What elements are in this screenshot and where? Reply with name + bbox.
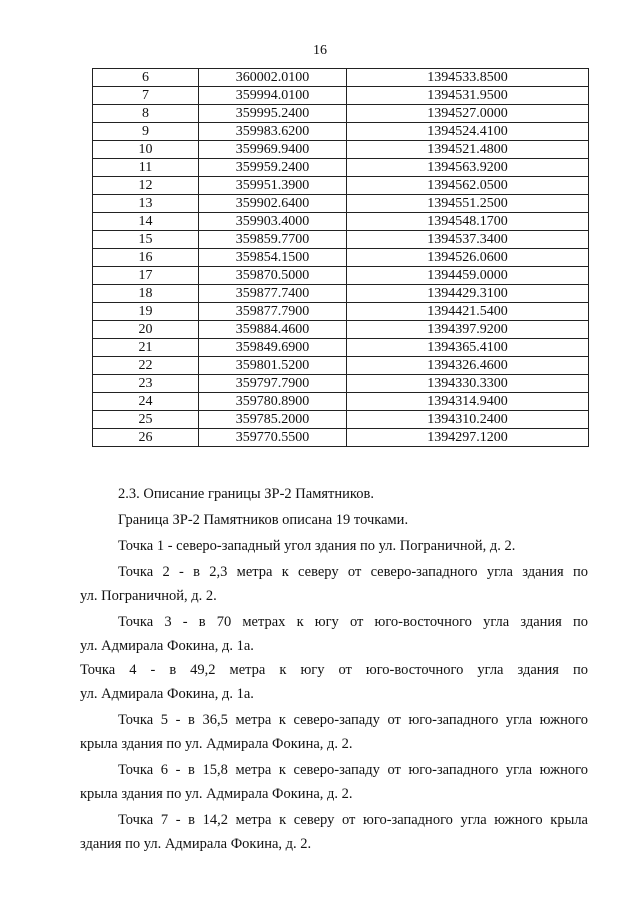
- point-5-line-1: Точка 5 - в 36,5 метра к северо-западу от юго-западного угла южного: [118, 712, 588, 728]
- x-coordinate-cell: 359801.5200: [199, 357, 347, 375]
- point-number-cell: 16: [93, 249, 199, 267]
- x-coordinate-cell: 359951.3900: [199, 177, 347, 195]
- y-coordinate-cell: 1394531.9500: [347, 87, 589, 105]
- y-coordinate-cell: 1394330.3300: [347, 375, 589, 393]
- y-coordinate-cell: 1394533.8500: [347, 69, 589, 87]
- point-6-line-1: Точка 6 - в 15,8 метра к северо-западу от юго-западного угла южного: [118, 762, 588, 778]
- table-row: [93, 105, 589, 123]
- section-text: [80, 482, 588, 856]
- point-number-cell: 21: [93, 339, 199, 357]
- y-coordinate-cell: 1394563.9200: [347, 159, 589, 177]
- y-coordinate-cell: 1394521.4800: [347, 141, 589, 159]
- x-coordinate-cell: 359969.9400: [199, 141, 347, 159]
- point-4-line-1: Точка 4 - в 49,2 метра к югу от юго-восточного угла здания по: [80, 662, 588, 678]
- x-coordinate-cell: 359797.7900: [199, 375, 347, 393]
- point-number-cell: 19: [93, 303, 199, 321]
- point-7-line-1: Точка 7 - в 14,2 метра к северу от юго-западного угла южного крыла: [118, 812, 588, 828]
- table-row: [93, 267, 589, 285]
- x-coordinate-cell: 359994.0100: [199, 87, 347, 105]
- x-coordinate-cell: 359995.2400: [199, 105, 347, 123]
- page-number: 16: [313, 43, 327, 58]
- point-number-cell: 22: [93, 357, 199, 375]
- y-coordinate-cell: 1394297.1200: [347, 429, 589, 447]
- table-row: [93, 339, 589, 357]
- x-coordinate-cell: 359870.5000: [199, 267, 347, 285]
- coordinates-table: [92, 68, 589, 447]
- y-coordinate-cell: 1394526.0600: [347, 249, 589, 267]
- x-coordinate-cell: 359903.4000: [199, 213, 347, 231]
- point-number-cell: 13: [93, 195, 199, 213]
- point-5-line-2: крыла здания по ул. Адмирала Фокина, д. 2.: [80, 736, 353, 752]
- x-coordinate-cell: 359785.2000: [199, 411, 347, 429]
- table-row: [93, 249, 589, 267]
- point-1-description: Точка 1 - северо-западный угол здания по ул. Пограничной, д. 2.: [118, 538, 516, 554]
- y-coordinate-cell: 1394365.4100: [347, 339, 589, 357]
- y-coordinate-cell: 1394551.2500: [347, 195, 589, 213]
- table-row: [93, 141, 589, 159]
- y-coordinate-cell: 1394326.4600: [347, 357, 589, 375]
- x-coordinate-cell: 359902.6400: [199, 195, 347, 213]
- x-coordinate-cell: 359884.4600: [199, 321, 347, 339]
- point-number-cell: 6: [93, 69, 199, 87]
- point-number-cell: 24: [93, 393, 199, 411]
- point-3-line-1: Точка 3 - в 70 метрах к югу от юго-восточного угла здания по: [118, 614, 588, 630]
- x-coordinate-cell: 359859.7700: [199, 231, 347, 249]
- point-number-cell: 18: [93, 285, 199, 303]
- point-number-cell: 23: [93, 375, 199, 393]
- y-coordinate-cell: 1394548.1700: [347, 213, 589, 231]
- coordinates-table-body: [93, 69, 589, 447]
- y-coordinate-cell: 1394314.9400: [347, 393, 589, 411]
- table-row: [93, 393, 589, 411]
- point-number-cell: 25: [93, 411, 199, 429]
- table-row: [93, 213, 589, 231]
- table-row: [93, 159, 589, 177]
- y-coordinate-cell: 1394524.4100: [347, 123, 589, 141]
- x-coordinate-cell: 359877.7900: [199, 303, 347, 321]
- table-row: [93, 375, 589, 393]
- y-coordinate-cell: 1394562.0500: [347, 177, 589, 195]
- point-number-cell: 8: [93, 105, 199, 123]
- x-coordinate-cell: 359877.7400: [199, 285, 347, 303]
- point-number-cell: 11: [93, 159, 199, 177]
- point-number-cell: 7: [93, 87, 199, 105]
- point-number-cell: 12: [93, 177, 199, 195]
- x-coordinate-cell: 359770.5500: [199, 429, 347, 447]
- point-4-line-2: ул. Адмирала Фокина, д. 1а.: [80, 686, 254, 702]
- table-row: [93, 357, 589, 375]
- table-row: [93, 123, 589, 141]
- point-number-cell: 17: [93, 267, 199, 285]
- table-row: [93, 285, 589, 303]
- point-7-line-2: здания по ул. Адмирала Фокина, д. 2.: [80, 836, 312, 852]
- table-row: [93, 411, 589, 429]
- table-row: [93, 87, 589, 105]
- point-3-line-2: ул. Адмирала Фокина, д. 1а.: [80, 638, 254, 654]
- point-2-line-2: ул. Пограничной, д. 2.: [80, 588, 217, 604]
- point-number-cell: 14: [93, 213, 199, 231]
- table-row: [93, 195, 589, 213]
- y-coordinate-cell: 1394537.3400: [347, 231, 589, 249]
- x-coordinate-cell: 359983.6200: [199, 123, 347, 141]
- x-coordinate-cell: 359854.1500: [199, 249, 347, 267]
- table-row: [93, 177, 589, 195]
- point-6-line-2: крыла здания по ул. Адмирала Фокина, д. 2.: [80, 786, 353, 802]
- y-coordinate-cell: 1394527.0000: [347, 105, 589, 123]
- table-row: [93, 429, 589, 447]
- point-number-cell: 20: [93, 321, 199, 339]
- point-number-cell: 15: [93, 231, 199, 249]
- y-coordinate-cell: 1394310.2400: [347, 411, 589, 429]
- table-row: [93, 321, 589, 339]
- x-coordinate-cell: 359780.8900: [199, 393, 347, 411]
- y-coordinate-cell: 1394429.3100: [347, 285, 589, 303]
- point-number-cell: 9: [93, 123, 199, 141]
- point-2-line-1: Точка 2 - в 2,3 метра к северу от северо-западного угла здания по: [118, 564, 588, 580]
- table-row: [93, 231, 589, 249]
- x-coordinate-cell: 359849.6900: [199, 339, 347, 357]
- x-coordinate-cell: 360002.0100: [199, 69, 347, 87]
- y-coordinate-cell: 1394459.0000: [347, 267, 589, 285]
- table-row: [93, 69, 589, 87]
- y-coordinate-cell: 1394421.5400: [347, 303, 589, 321]
- section-intro: Граница ЗР-2 Памятников описана 19 точками.: [118, 512, 409, 528]
- table-row: [93, 303, 589, 321]
- point-number-cell: 26: [93, 429, 199, 447]
- point-number-cell: 10: [93, 141, 199, 159]
- section-heading: 2.3. Описание границы ЗР-2 Памятников.: [118, 486, 374, 502]
- y-coordinate-cell: 1394397.9200: [347, 321, 589, 339]
- x-coordinate-cell: 359959.2400: [199, 159, 347, 177]
